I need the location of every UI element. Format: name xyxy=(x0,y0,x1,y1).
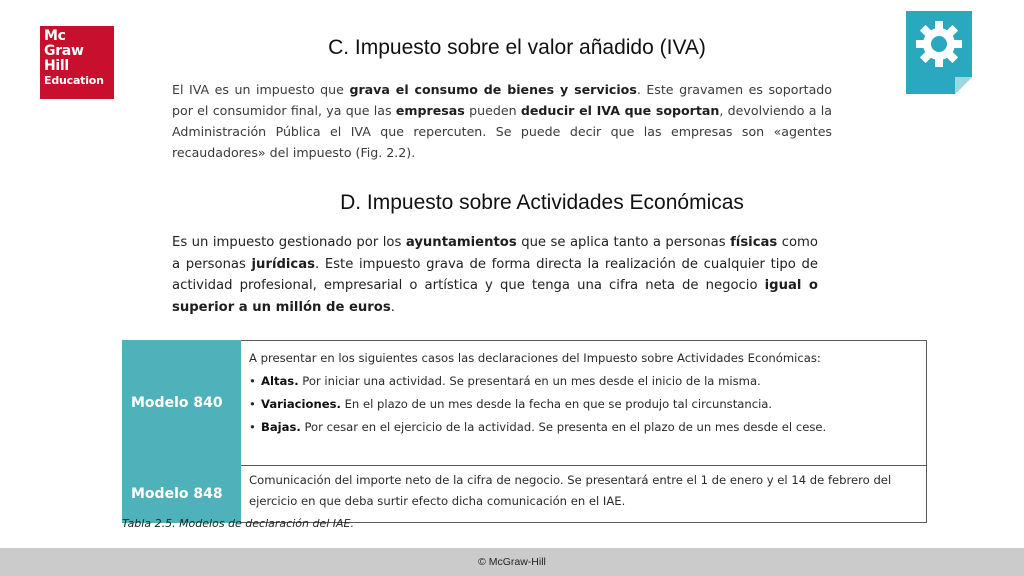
iva-paragraph: El IVA es un impuesto que grava el consumo de bienes y servicios. Este gravamen es soportado por el consumidor final, ya que las empresas pueden deducir el IVA que soportan, devolviendo a la Administración Pública el IVA que repercuten. Se puede decir que las empresas son «agentes recaudadores» del impuesto (Fig. 2.2). xyxy=(172,82,832,160)
section-title-iva: C. Impuesto sobre el valor añadido (IVA) xyxy=(328,36,706,59)
model-840-label: Modelo 840 xyxy=(123,341,241,466)
list-item: • Bajas. Por cesar en el ejercicio de la actividad. Se presenta en el plazo de un mes desde el cese. xyxy=(249,416,918,439)
logo-line-mc: Mc xyxy=(44,28,66,44)
model-840-description xyxy=(241,341,927,466)
model-848-description: Comunicación del importe neto de la cifra de negocio. Se presentará entre el 1 de enero y el 14 de febrero del ejercicio en que deba surtir efecto dicha comunicación en el IAE. xyxy=(241,466,927,523)
iae-paragraph: Es un impuesto gestionado por los ayuntamientos que se aplica tanto a personas físicas como a personas jurídicas. Este impuesto grava de forma directa la realización de cualquier tipo de actividad profesional, empresarial o artística y que tenga una cifra neta de negocio igual o superior a un millón de euros. xyxy=(172,235,818,315)
table-caption: Tabla 2.5. Modelos de declaración del IAE. xyxy=(122,517,354,530)
logo-line-education: Education xyxy=(44,74,104,87)
list-item: • Variaciones. En el plazo de un mes desde la fecha en que se produjo tal circunstancia. xyxy=(249,393,918,416)
logo-line-graw: Graw xyxy=(44,43,84,59)
model-848-label: Modelo 848 xyxy=(123,466,241,523)
section-title-iae: D. Impuesto sobre Actividades Económicas xyxy=(340,191,744,214)
copyright-text: © McGraw-Hill xyxy=(478,556,546,568)
footer-bar xyxy=(0,548,1024,576)
list-item: • Altas. Por iniciar una actividad. Se presentará en un mes desde el inicio de la misma. xyxy=(249,370,918,393)
table-row xyxy=(123,466,927,523)
logo-line-hill: Hill xyxy=(44,58,69,74)
iae-models-table xyxy=(122,340,927,523)
model-840-cases-list xyxy=(249,370,918,439)
table-row xyxy=(123,341,927,466)
model-840-intro: A presentar en los siguientes casos las declaraciones del Impuesto sobre Actividades Económicas: xyxy=(249,351,821,365)
